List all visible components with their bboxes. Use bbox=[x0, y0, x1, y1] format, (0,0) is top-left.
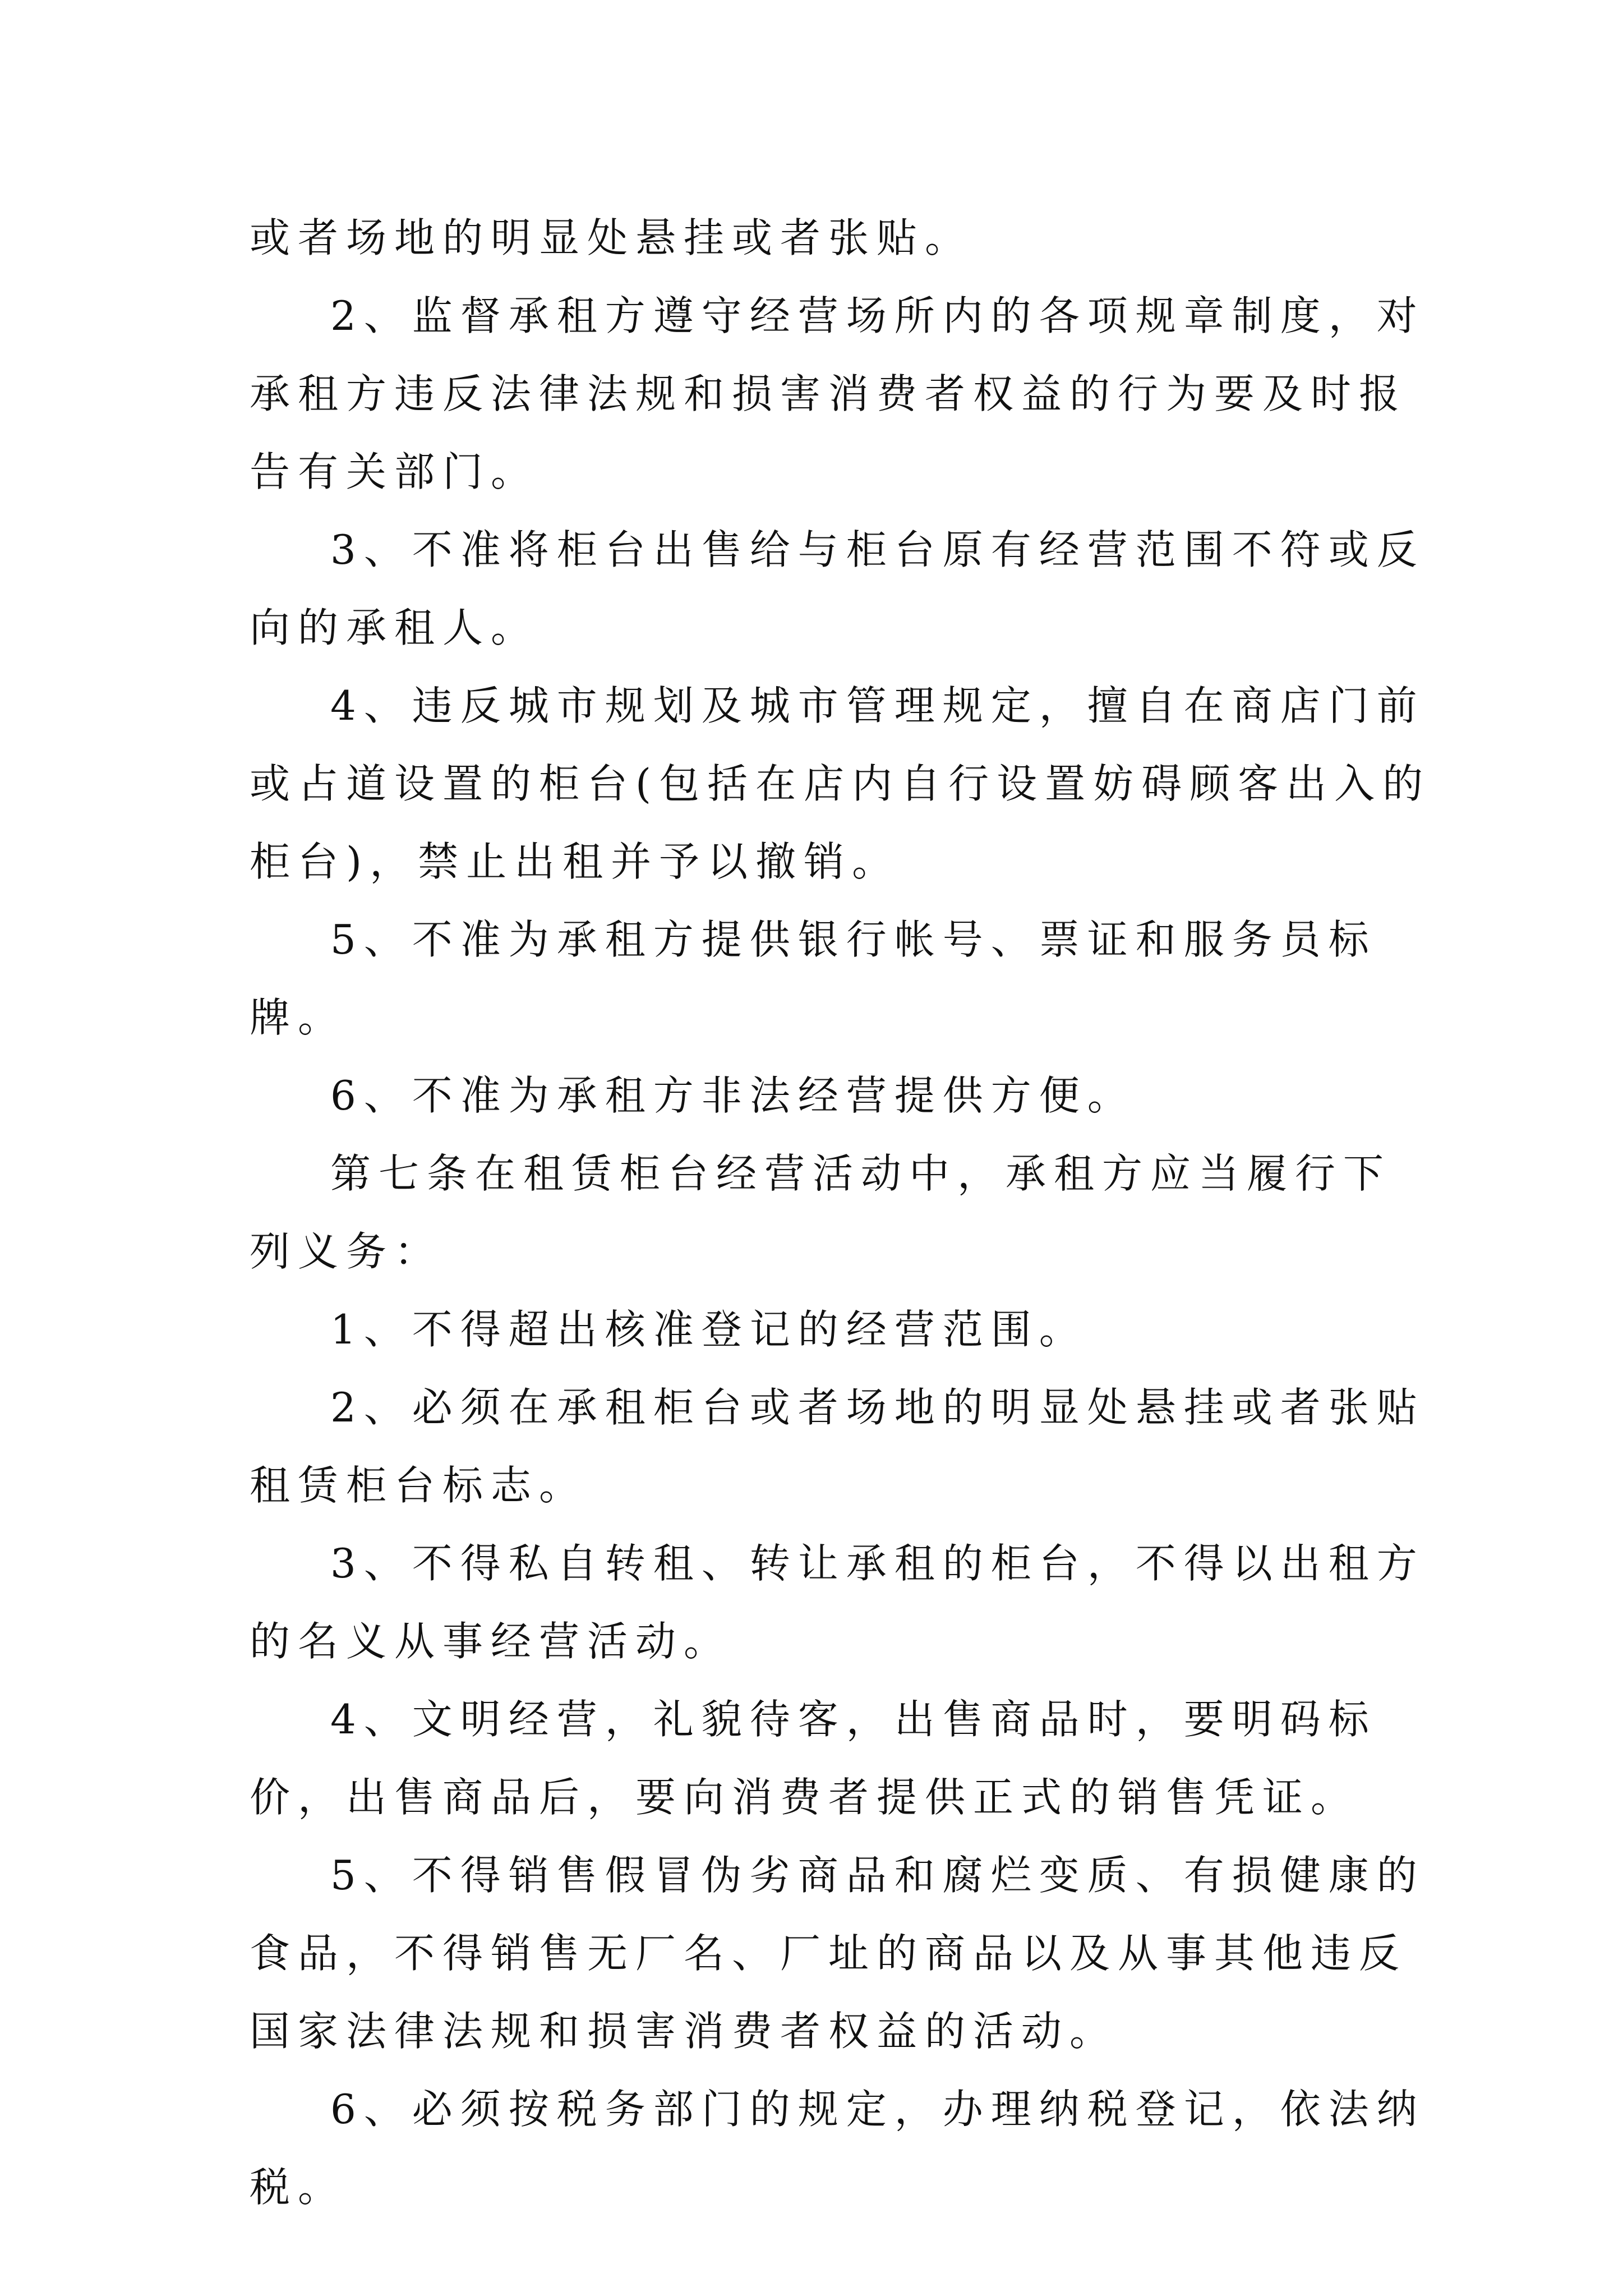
paragraph-item-5-bank-account: 5、不准为承租方提供银行帐号、票证和服务员标牌。 bbox=[250, 916, 1377, 1041]
paragraph-article-7: 第七条在租赁柜台经营活动中，承租方应当履行下列义务： bbox=[250, 1150, 1392, 1275]
paragraph-duty-6: 6、必须按税务部门的规定，办理纳税登记，依法纳税。 bbox=[250, 2086, 1425, 2211]
paragraph-item-6-illegal: 6、不准为承租方非法经营提供方便。 bbox=[330, 1072, 1136, 1119]
paragraph-item-2-supervise: 2、监督承租方遵守经营场所内的各项规章制度，对承租方违反法律法规和损害消费者权益的行为要及时报告有关部门。 bbox=[250, 292, 1425, 495]
paragraph-duty-3: 3、不得私自转租、转让承租的柜台，不得以出租方的名义从事经营活动。 bbox=[250, 1540, 1425, 1665]
document-body bbox=[250, 199, 1438, 2226]
paragraph-item-3-no-sale: 3、不准将柜台出售给与柜台原有经营范围不符或反向的承租人。 bbox=[250, 526, 1425, 651]
paragraph-duty-2: 2、必须在承租柜台或者场地的明显处悬挂或者张贴租赁柜台标志。 bbox=[250, 1384, 1425, 1509]
paragraph-item-4-planning: 4、违反城市规划及城市管理规定，擅自在商店门前或占道设置的柜台(包括在店内自行设置妨碍顾客出入的柜台)，禁止出租并予以撤销。 bbox=[250, 682, 1431, 885]
paragraph-duty-1: 1、不得超出核准登记的经营范围。 bbox=[330, 1306, 1087, 1353]
paragraph-duty-5: 5、不得销售假冒伪劣商品和腐烂变质、有损健康的食品，不得销售无厂名、厂址的商品以及从事其他违反国家法律法规和损害消费者权益的活动。 bbox=[250, 1852, 1425, 2055]
paragraph-continuation: 或者场地的明显处悬挂或者张贴。 bbox=[250, 214, 974, 261]
paragraph-duty-4: 4、文明经营，礼貌待客，出售商品时，要明码标价，出售商品后，要向消费者提供正式的销售凭证。 bbox=[250, 1696, 1377, 1821]
